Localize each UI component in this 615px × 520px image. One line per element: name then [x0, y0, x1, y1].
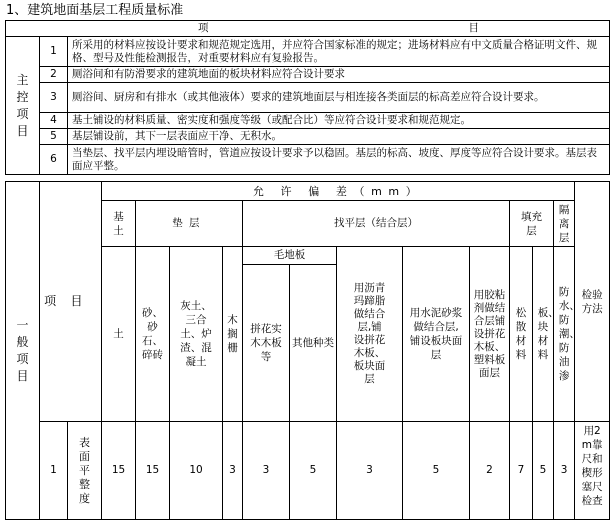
- main-control-label: 主控项目: [6, 37, 40, 175]
- section-title: 1、建筑地面基层工程质量标准: [6, 3, 184, 18]
- item-no: 2: [40, 67, 68, 83]
- item-no: 3: [40, 83, 68, 113]
- group-jitu: 基土: [102, 201, 136, 247]
- item-text: 所采用的材料应按设计要求和规范规定选用，并应符合国家标准的规定；进场材料应有中文质量合格证明文件、规格、型号及性能检测报告，对重要材料应有复验报告。: [68, 37, 610, 67]
- value-cell: 15: [136, 422, 170, 520]
- group-dianceng: 垫层: [136, 201, 243, 247]
- col-qita: 其他种类: [290, 265, 337, 422]
- value-cell: 3: [243, 422, 290, 520]
- item-text: 厕浴间、厨房和有排水（或其他液体）要求的建筑地面层与相连接各类面层的标高差应符合设计要求。: [68, 83, 610, 113]
- group-tianchong: 填充层: [510, 201, 554, 247]
- tolerance-header: 允 许 偏 差（mm）: [102, 182, 575, 201]
- item-text: 基土铺设的材料质量、密实度和强度等级（或配合比）等应符合设计要求和规范规定。: [68, 113, 610, 129]
- row-method: 用2m靠尺和楔形塞尺检查: [575, 422, 610, 520]
- general-label: 一般项目: [6, 182, 40, 520]
- item-no: 4: [40, 113, 68, 129]
- value-cell: 7: [510, 422, 533, 520]
- row-name: 表面平整度: [68, 422, 102, 520]
- col-mu: 木搁栅: [223, 247, 243, 422]
- col-jiaonian: 用胶粘剂做结合层铺设拼花木板、塑料板面层: [470, 247, 510, 422]
- col-sha: 砂、砂石、碎砖: [136, 247, 170, 422]
- method-header: 检验方法: [575, 182, 610, 422]
- col-shuini: 用水泥砂浆做结合层,铺设板块面层: [403, 247, 470, 422]
- value-cell: 3: [554, 422, 575, 520]
- col-hui: 灰土、三合土、炉渣、混凝土: [170, 247, 223, 422]
- value-cell: 15: [102, 422, 136, 520]
- item-text: 厕浴间和有防滑要求的建筑地面的板块材料应符合设计要求: [68, 67, 610, 83]
- header-xiang: 项: [197, 22, 209, 34]
- item-no: 6: [40, 145, 68, 175]
- main-control-table: [5, 20, 610, 175]
- header-mu: 目: [468, 22, 479, 34]
- group-zhaopingceng: 找平层（结合层）: [243, 201, 510, 247]
- item-text: 基层铺设前，其下一层表面应干净、无积水。: [68, 129, 610, 145]
- value-cell: 5: [403, 422, 470, 520]
- value-cell: 3: [337, 422, 403, 520]
- col-pinhua: 拼花实木木板等: [243, 265, 290, 422]
- col-tu: 土: [102, 247, 136, 422]
- col-bankuai: 板、块材料: [533, 247, 554, 422]
- row-no: 1: [40, 422, 68, 520]
- value-cell: 10: [170, 422, 223, 520]
- maodiban-header: 毛地板: [243, 247, 337, 265]
- value-cell: 3: [223, 422, 243, 520]
- item-no: 1: [40, 37, 68, 67]
- item-no: 5: [40, 129, 68, 145]
- general-table: [5, 181, 610, 520]
- value-cell: 2: [470, 422, 510, 520]
- general-item-label: 项目: [40, 182, 102, 422]
- header-row: [6, 21, 610, 37]
- value-cell: 5: [290, 422, 337, 520]
- col-liqing: 用沥青玛蹄脂做结合层,铺设拼花木板、板块面层: [337, 247, 403, 422]
- col-fangshui: 防水、防潮、防油渗: [554, 247, 575, 422]
- group-geli: 隔离层: [554, 201, 575, 247]
- col-songsan: 松散材料: [510, 247, 533, 422]
- item-text: 当垫层、找平层内埋设暗管时，管道应按设计要求予以稳固。基层的标高、坡度、厚度等应符合设计要求。基层表面应平整。: [68, 145, 610, 175]
- value-cell: 5: [533, 422, 554, 520]
